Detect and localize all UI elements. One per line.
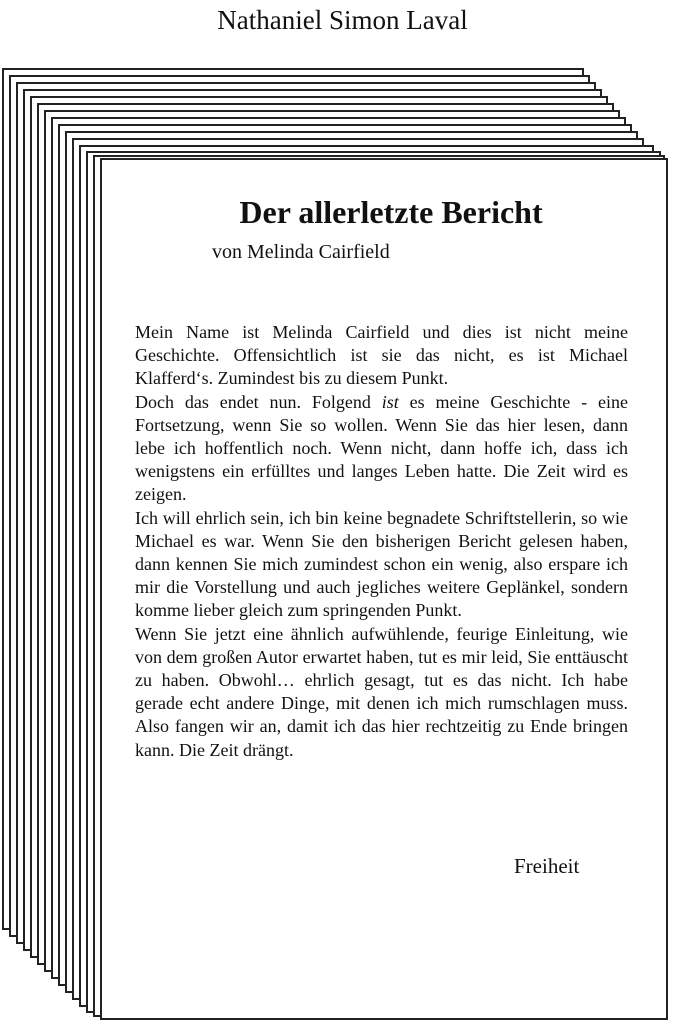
paragraph: Ich will ehrlich sein, ich bin keine begnadete Schriftstellerin, so wie Michael es war. Wenn Sie den bisherigen Bericht gelesen haben, dann kennen Sie mich zumindest schon ein wenig, also erspare ich mir die Vorstellung und auch jegliches weitere Geplänkel, sondern komme lieber gleich zum springenden Punkt. — [135, 507, 628, 621]
emphasized-word: ist — [381, 391, 399, 412]
document-title: Der allerletzte Bericht — [239, 194, 543, 230]
paragraph: Mein Name ist Melinda Cairfield und dies ist nicht meine Geschichte. Offensichtlich ist sie das nicht, es ist Michael Klafferd‘s. Zumindest bis zu diesem Punkt. — [135, 322, 628, 389]
document-byline: von Melinda Cairfield — [212, 241, 390, 263]
signature: Freiheit — [514, 854, 580, 878]
body-text — [135, 321, 628, 762]
author-name: Nathaniel Simon Laval — [217, 5, 468, 35]
paragraph: Doch das endet nun. Folgend ist es meine Geschichte - eine Fortsetzung, wenn Sie so wollen. Wenn Sie das hier lesen, dann lebe ich hoffentlich noch. Wenn nicht, dann hoffe ich, dass ich wenigstens ein erfülltes und langes Leben hatte. Die Zeit wird es zeigen. — [135, 391, 628, 505]
paragraph: Wenn Sie jetzt eine ähnlich aufwühlende, feurige Einleitung, wie von dem großen Autor erwartet haben, tut es mir leid, Sie enttäuscht zu haben. Obwohl… ehrlich gesagt, tut es das nicht. Ich habe gerade echt andere Dinge, mit denen ich mich rumschlagen muss. Also fangen wir an, damit ich das hier rechtzeitig zu Ende bringen kann. Die Zeit drängt. — [135, 623, 628, 760]
